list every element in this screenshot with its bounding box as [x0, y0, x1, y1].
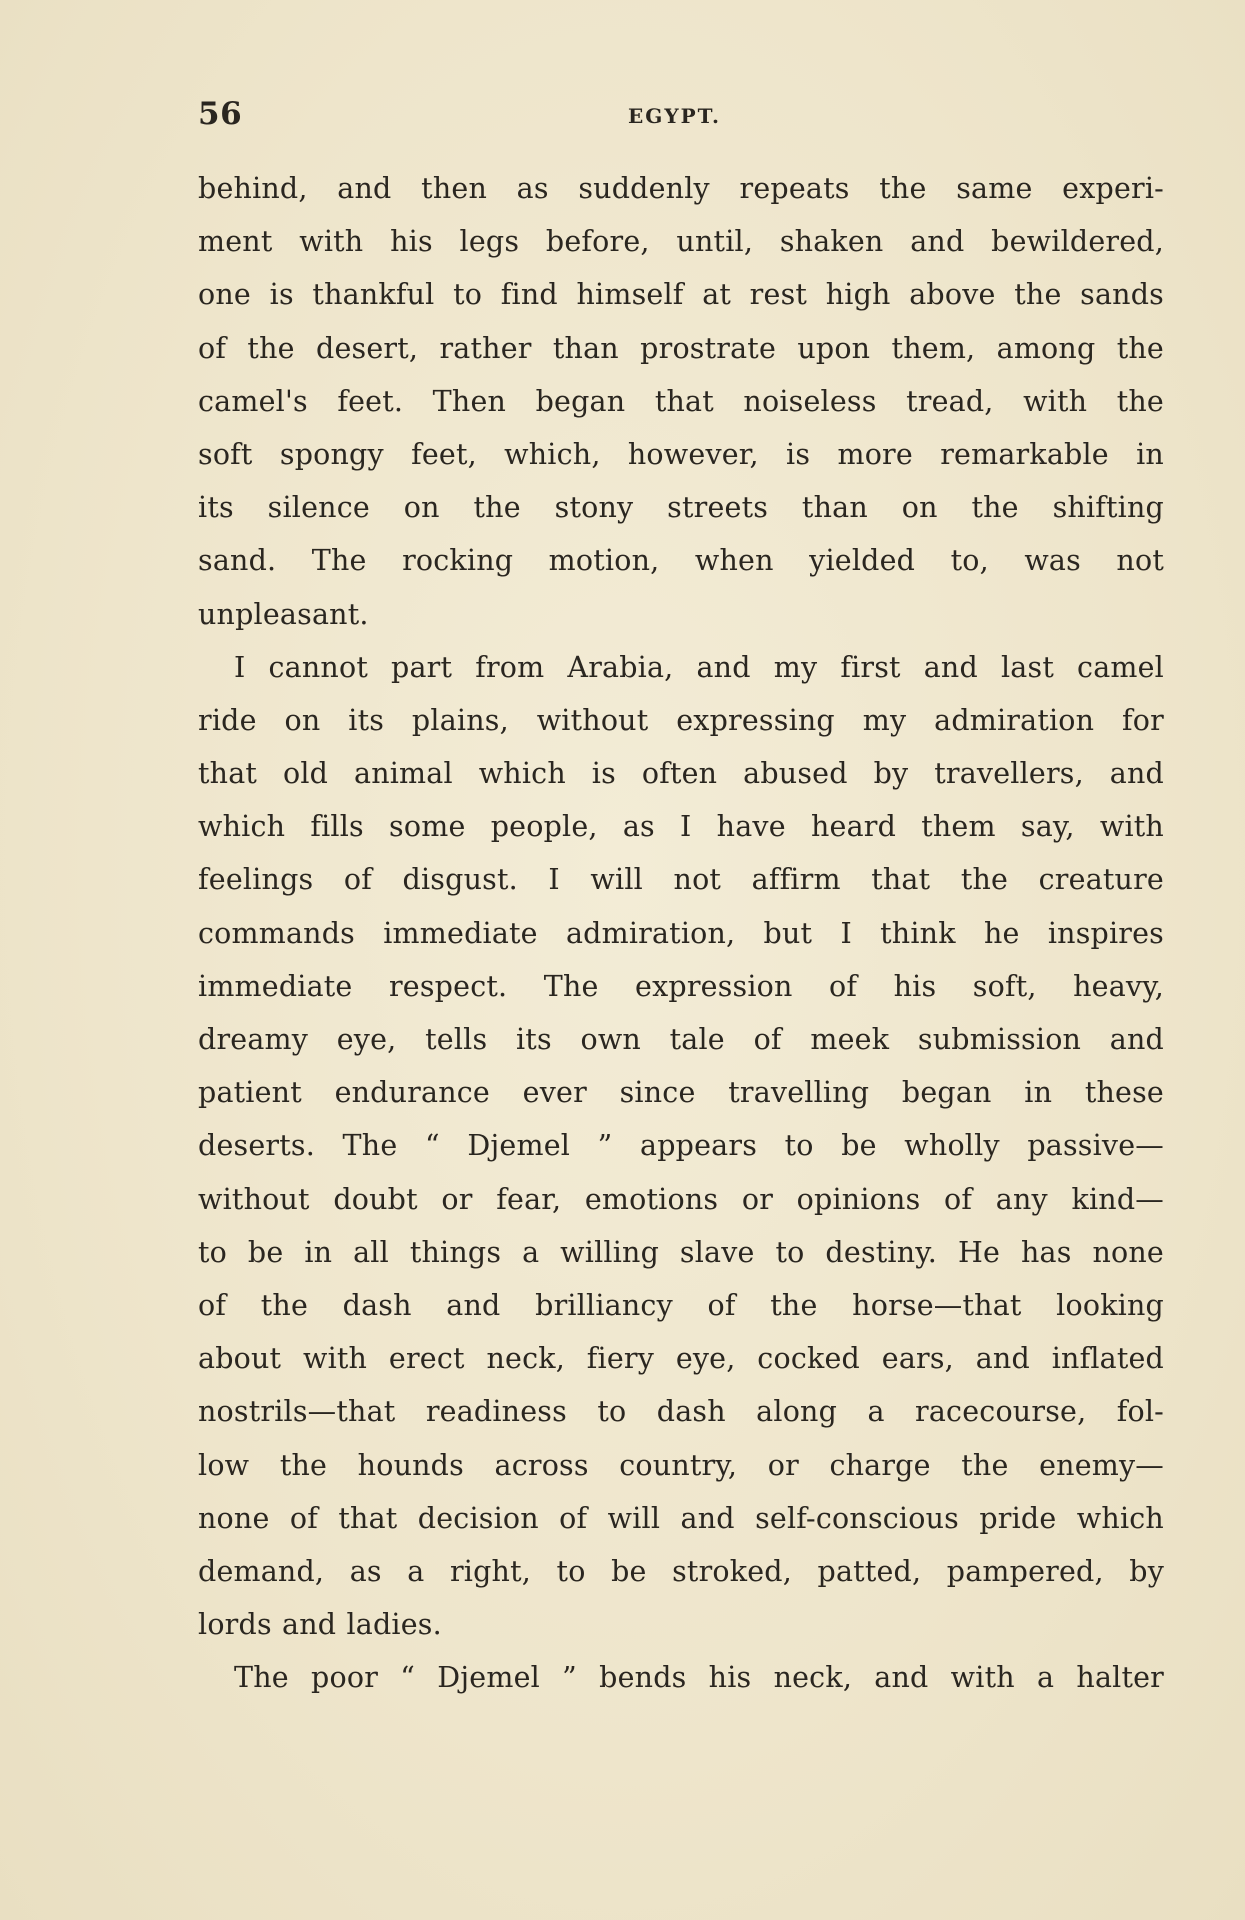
- text-line: behind, and then as suddenly repeats the same experi-: [198, 172, 1164, 205]
- text-line: of the desert, rather than prostrate upon them, among the: [198, 331, 1164, 365]
- text-line: its silence on the stony streets than on the shifting: [198, 491, 1164, 525]
- running-title: EGYPT.: [628, 104, 721, 128]
- running-head: [198, 96, 1164, 136]
- text-line: feelings of disgust. I will not affirm that the creature: [198, 863, 1164, 897]
- paragraph-2: [198, 641, 1164, 1652]
- text-line: low the hounds across country, or charge the enemy—: [198, 1448, 1164, 1482]
- text-line: one is thankful to find himself at rest high above the sands: [198, 278, 1164, 312]
- text-line: dreamy eye, tells its own tale of meek submission and: [198, 1023, 1164, 1056]
- text-line: commands immediate admiration, but I think he inspires: [198, 916, 1164, 950]
- text-line: demand, as a right, to be stroked, patted, pampered, by: [198, 1554, 1164, 1588]
- text-line: immediate respect. The expression of his soft, heavy,: [198, 969, 1164, 1003]
- text-line: nostrils—that readiness to dash along a racecourse, fol-: [198, 1395, 1164, 1429]
- text-line: patient endurance ever since travelling began in these: [198, 1076, 1164, 1110]
- text-line: lords and ladies.: [198, 1608, 442, 1642]
- page-number: 56: [198, 96, 243, 132]
- text-line: which fills some people, as I have heard them say, with: [198, 810, 1164, 844]
- text-line: none of that decision of will and self-conscious pride which: [198, 1501, 1164, 1535]
- text-line: of the dash and brilliancy of the horse—that looking: [198, 1288, 1164, 1322]
- text-line: deserts. The “ Djemel ” appears to be wholly passive—: [198, 1129, 1164, 1163]
- text-line: camel's feet. Then began that noiseless tread, with the: [198, 384, 1164, 418]
- text-line: unpleasant.: [198, 597, 369, 631]
- text-line: without doubt or fear, emotions or opinions of any kind—: [198, 1182, 1164, 1216]
- text-line: The poor “ Djemel ” bends his neck, and with a halter: [234, 1661, 1164, 1695]
- text-line: to be in all things a willing slave to destiny. He has none: [198, 1235, 1164, 1269]
- text-line: I cannot part from Arabia, and my first and last camel: [234, 650, 1164, 684]
- body-text: [198, 162, 1164, 1704]
- text-line: ride on its plains, without expressing my admiration for: [198, 703, 1164, 737]
- text-line: about with erect neck, fiery eye, cocked ears, and inflated: [198, 1342, 1164, 1376]
- text-line: that old animal which is often abused by travellers, and: [198, 757, 1164, 791]
- text-line: soft spongy feet, which, however, is more remarkable in: [198, 437, 1164, 471]
- text-line: ment with his legs before, until, shaken and bewildered,: [198, 225, 1164, 259]
- text-line: sand. The rocking motion, when yielded to, was not: [198, 544, 1164, 578]
- paragraph-1: [198, 162, 1164, 641]
- paragraph-3: [198, 1651, 1164, 1704]
